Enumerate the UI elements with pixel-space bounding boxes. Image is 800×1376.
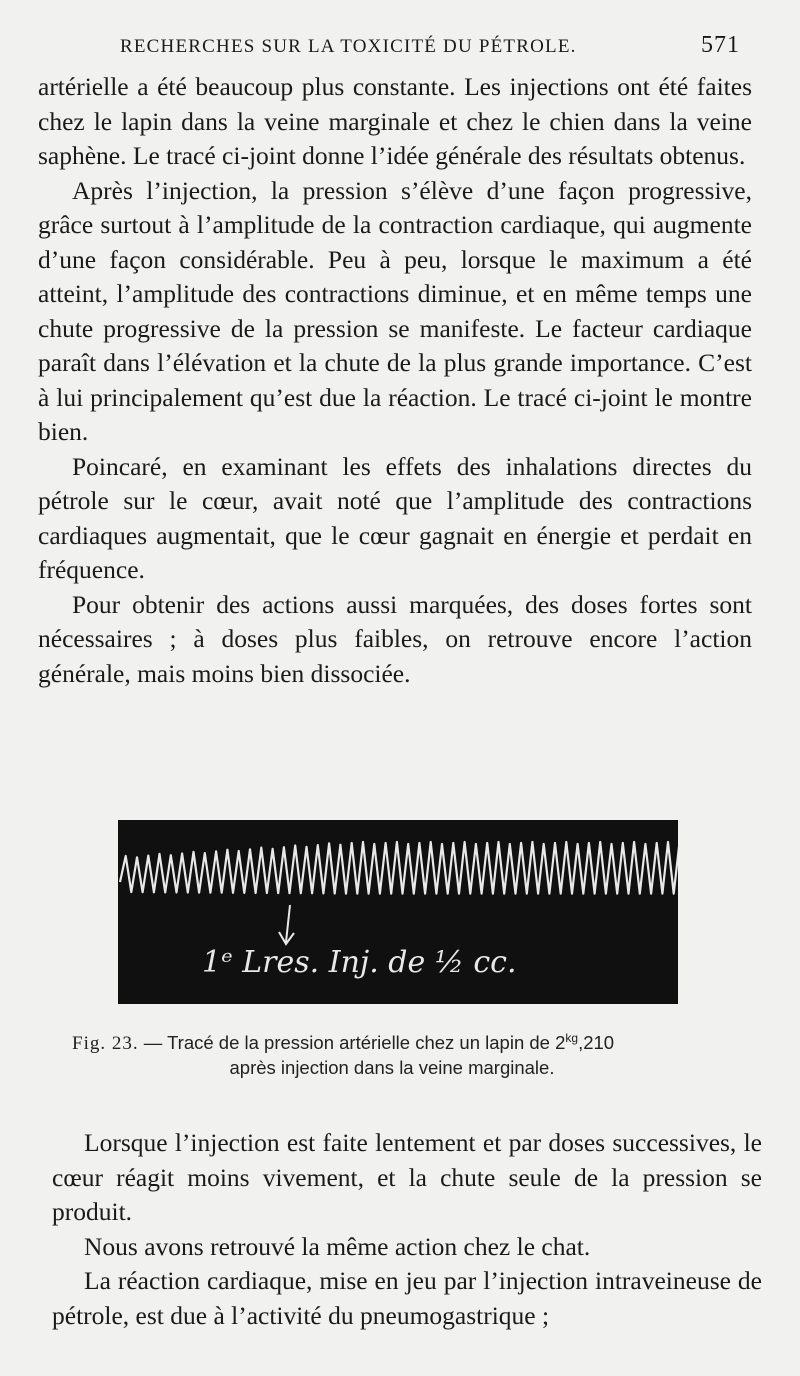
paragraph: Après l’injection, la pression s’élève d’une façon progressive, grâce surtout à l’amplitude de la contraction cardiaque, qui augmente d’une façon considérable. Peu à peu, lorsque le maximum a été atteint, l’amplitude des contractions diminue, et en même temps une chute progressive de la pression se manifeste. Le facteur cardiaque paraît dans l’élévation et la chute de la plus grande importance. C’est à lui principalement qu’est due la réaction. Le tracé ci-joint le montre bien. bbox=[38, 175, 752, 446]
paragraph: Nous avons retrouvé la même action chez le chat. bbox=[84, 1231, 591, 1261]
caption-text: Tracé de la pression artérielle chez un lapin de 2 bbox=[167, 1032, 566, 1054]
body-text-top bbox=[38, 70, 752, 691]
kymograph-trace-image bbox=[118, 820, 678, 1004]
figure-pressure-trace bbox=[118, 820, 678, 1004]
page-header bbox=[40, 32, 740, 66]
paragraph: Poincaré, en examinant les effets des inhalations directes du pétrole sur le cœur, avait noté que l’amplitude des contractions cardiaques augmentait, que le cœur gagnait en énergie et perdait en fréquence. bbox=[38, 451, 752, 584]
page-number: 571 bbox=[701, 32, 740, 58]
paragraph: Lorsque l’injection est faite lentement et par doses successives, le cœur réagit moins vivement, et la chute seule de la pression se produit. bbox=[52, 1128, 762, 1226]
caption-weight: ,210 bbox=[578, 1032, 615, 1054]
running-title: RECHERCHES SUR LA TOXICITÉ DU PÉTROLE. bbox=[120, 36, 577, 57]
caption-unit: kg bbox=[565, 1031, 579, 1045]
body-text-bottom bbox=[52, 1126, 762, 1333]
paragraph: La réaction cardiaque, mise en jeu par l’injection intraveineuse de pétrole, est due à l’activité du pneumogastrique ; bbox=[52, 1266, 762, 1330]
caption-dash: — bbox=[143, 1032, 163, 1054]
figure-caption bbox=[72, 1026, 752, 1080]
handwritten-annotation: 1ᵉ Lres. Inj. de ½ cc. bbox=[202, 945, 517, 980]
paragraph: Pour obtenir des actions aussi marquées, des doses fortes sont nécessaires ; à doses plus faibles, on retrouve encore l’action générale, mais moins bien dissociée. bbox=[38, 589, 752, 688]
paragraph-continued: artérielle a été beaucoup plus constante. Les injections ont été faites chez le lapin dans la veine marginale et chez le chien dans la veine saphène. Le tracé ci-joint donne l’idée générale des résultats obtenus. bbox=[38, 72, 752, 170]
caption-line-2: après injection dans la veine marginale. bbox=[229, 1057, 555, 1079]
figure-label: Fig. 23. bbox=[72, 1033, 139, 1055]
